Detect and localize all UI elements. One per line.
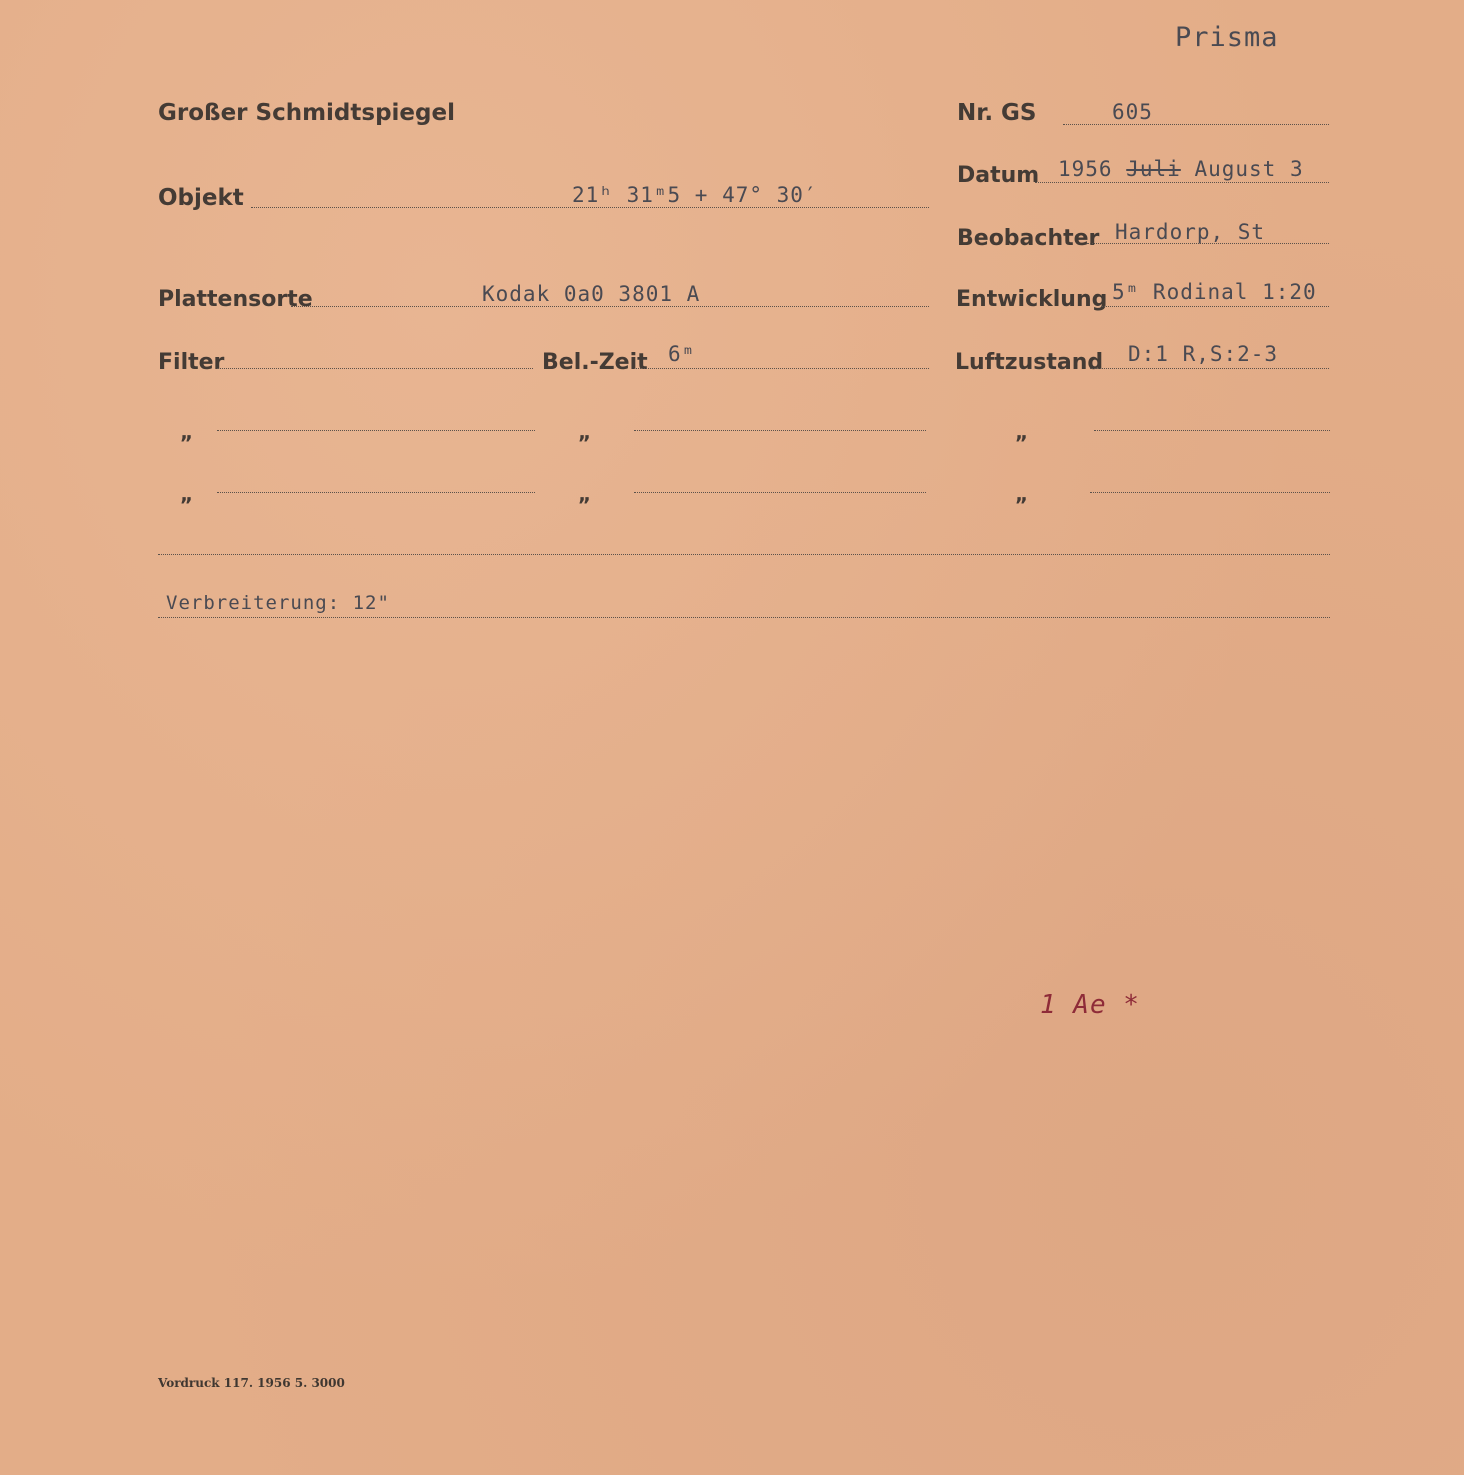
datum-year: 1956 xyxy=(1058,157,1113,181)
filter-line xyxy=(217,368,533,369)
ditto-mark: „ xyxy=(578,482,592,506)
filter-label: Filter xyxy=(158,350,225,375)
belzeit-line xyxy=(634,368,929,369)
belzeit-value: 6ᵐ xyxy=(668,342,696,366)
nr-line xyxy=(1063,124,1329,125)
datum-line xyxy=(1035,182,1329,183)
ditto-mark: „ xyxy=(180,482,194,506)
datum-label: Datum xyxy=(957,163,1040,188)
ditto-line xyxy=(1090,492,1330,493)
datum-date: August 3 xyxy=(1194,157,1304,181)
ditto-mark: „ xyxy=(578,420,592,444)
belzeit-label: Bel.-Zeit xyxy=(542,350,648,375)
annotation-prisma: Prisma xyxy=(1175,22,1279,53)
remarks-verbreiterung: Verbreiterung: 12" xyxy=(166,592,390,614)
nr-value: 605 xyxy=(1112,100,1153,124)
luftzustand-value: D:1 R,S:2-3 xyxy=(1128,342,1279,366)
plattensorte-label: Plattensorte xyxy=(158,287,313,312)
plattensorte-line xyxy=(291,306,929,307)
objekt-value: 21ʰ 31ᵐ5 + 47° 30′ xyxy=(572,183,818,207)
datum-value xyxy=(1058,157,1304,181)
ditto-line xyxy=(634,430,926,431)
instrument-title: Großer Schmidtspiegel xyxy=(158,100,455,126)
objekt-label: Objekt xyxy=(158,185,244,211)
ditto-line xyxy=(1094,430,1330,431)
entwicklung-value: 5ᵐ Rodinal 1:20 xyxy=(1112,280,1317,304)
ditto-line xyxy=(634,492,926,493)
ditto-mark: „ xyxy=(180,420,194,444)
beobachter-label: Beobachter xyxy=(957,226,1100,251)
annotation-red-note: 1 Ae * xyxy=(1040,990,1140,1020)
plattensorte-value: Kodak 0a0 3801 A xyxy=(482,282,701,306)
remarks-line-2 xyxy=(158,617,1330,618)
luftzustand-label: Luftzustand xyxy=(955,350,1104,375)
entwicklung-label: Entwicklung xyxy=(956,287,1108,312)
luftzustand-line xyxy=(1090,368,1329,369)
entwicklung-line xyxy=(1101,306,1329,307)
datum-struck-month: Juli xyxy=(1126,157,1181,181)
print-reference: Vordruck 117. 1956 5. 3000 xyxy=(158,1376,345,1390)
remarks-line-1 xyxy=(158,554,1330,555)
nr-label: Nr. GS xyxy=(957,100,1037,126)
ditto-line xyxy=(217,430,535,431)
ditto-mark: „ xyxy=(1015,482,1029,506)
ditto-line xyxy=(217,492,535,493)
ditto-mark: „ xyxy=(1015,420,1029,444)
beobachter-value: Hardorp, St xyxy=(1115,220,1266,244)
objekt-line xyxy=(251,207,929,208)
